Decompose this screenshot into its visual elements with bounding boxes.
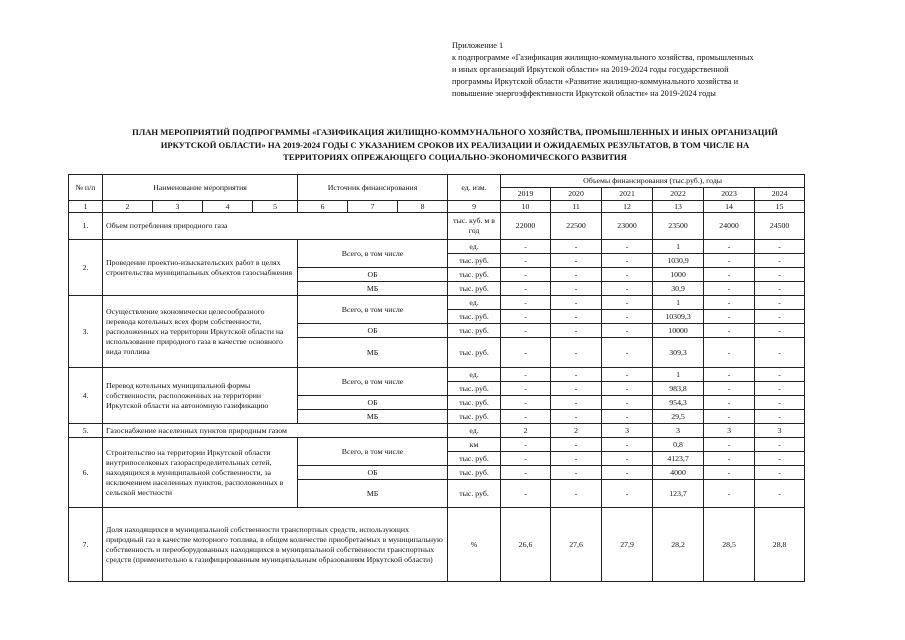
value-cell: -	[501, 466, 551, 480]
value-cell: 3	[653, 424, 704, 438]
col-number: 13	[653, 201, 704, 213]
value-cell: -	[755, 282, 805, 296]
value-cell: -	[551, 410, 602, 424]
value-cell: -	[602, 282, 653, 296]
value-cell: 3	[755, 424, 805, 438]
appendix-line: к подпрограмме «Газификация жилищно-коммунального хозяйства, промышленных	[452, 53, 754, 62]
value-cell: -	[501, 254, 551, 268]
value-cell: 26,6	[501, 508, 551, 582]
value-cell: 0,8	[653, 438, 704, 452]
value-cell: -	[755, 396, 805, 410]
value-cell: -	[602, 240, 653, 254]
unit-cell: тыс. куб. м в год	[448, 213, 501, 240]
value-cell: -	[501, 410, 551, 424]
title-line: ПЛАН МЕРОПРИЯТИЙ ПОДПРОГРАММЫ «ГАЗИФИКАЦИЯ ЖИЛИЩНО-КОММУНАЛЬНОГО ХОЗЯЙСТВА, ПРОМЫШЛЕННЫХ И ИНЫХ ОРГАНИЗАЦИЙ	[132, 127, 778, 137]
title-line: ТЕРРИТОРИЯХ ОПРЕЖАЮЩЕГО СОЦИАЛЬНО-ЭКОНОМИЧЕСКОГО РАЗВИТИЯ	[283, 152, 627, 162]
measure-name: Газоснабжение населенных пунктов природным газом	[103, 424, 448, 438]
unit-cell: %	[448, 508, 501, 582]
value-cell: -	[704, 240, 755, 254]
value-cell: -	[755, 240, 805, 254]
unit-cell: тыс. руб.	[448, 324, 501, 338]
value-cell: -	[755, 452, 805, 466]
value-cell: -	[704, 368, 755, 382]
value-cell: -	[704, 282, 755, 296]
value-cell: -	[755, 382, 805, 396]
col-number: 14	[704, 201, 755, 213]
row-number: 2.	[69, 240, 103, 296]
header-unit: ед. изм.	[448, 175, 501, 201]
year-cell: 2022	[653, 188, 704, 201]
value-cell: -	[551, 368, 602, 382]
col-number: 3	[153, 201, 203, 213]
value-cell: 1	[653, 368, 704, 382]
unit-cell: ед.	[448, 424, 501, 438]
col-number: 7	[348, 201, 398, 213]
table-row	[69, 438, 805, 452]
title-line: ИРКУТСКОЙ ОБЛАСТИ» НА 2019-2024 ГОДЫ С УКАЗАНИЕМ СРОКОВ ИХ РЕАЛИЗАЦИИ И ОЖИДАЕМЫХ РЕЗУЛЬТАТОВ, В ТОМ ЧИСЛЕ НА	[160, 139, 750, 150]
year-cell: 2019	[501, 188, 551, 201]
value-cell: -	[602, 368, 653, 382]
unit-cell: км	[448, 438, 501, 452]
document-title	[60, 126, 850, 164]
value-cell: 28,5	[704, 508, 755, 582]
col-number: 5	[253, 201, 298, 213]
source-total: Всего, в том числе	[298, 296, 448, 324]
value-cell: 4000	[653, 466, 704, 480]
value-cell: 27,6	[551, 508, 602, 582]
value-cell: -	[501, 296, 551, 310]
header-source: Источник финансирования	[298, 175, 448, 201]
table-row	[69, 424, 805, 438]
table-row	[69, 213, 805, 240]
value-cell: -	[501, 368, 551, 382]
value-cell: -	[551, 466, 602, 480]
col-number: 8	[398, 201, 448, 213]
row-number: 6.	[69, 438, 103, 508]
value-cell: -	[551, 324, 602, 338]
value-cell: -	[501, 240, 551, 254]
measure-name: Объем потребления природного газа	[103, 213, 448, 240]
value-cell: -	[755, 268, 805, 282]
value-cell: 1	[653, 296, 704, 310]
value-cell: -	[551, 438, 602, 452]
value-cell: -	[704, 382, 755, 396]
source-ob: ОБ	[298, 324, 448, 338]
year-cell: 2023	[704, 188, 755, 201]
value-cell: 954,3	[653, 396, 704, 410]
value-cell: -	[602, 452, 653, 466]
unit-cell: тыс. руб.	[448, 382, 501, 396]
unit-cell: тыс. руб.	[448, 452, 501, 466]
col-number: 2	[103, 201, 153, 213]
value-cell: -	[704, 466, 755, 480]
value-cell: 1000	[653, 268, 704, 282]
value-cell: -	[501, 382, 551, 396]
value-cell: -	[704, 480, 755, 508]
header-row	[69, 175, 805, 188]
value-cell: -	[551, 268, 602, 282]
value-cell: -	[704, 410, 755, 424]
table-row	[69, 368, 805, 382]
value-cell: -	[501, 480, 551, 508]
value-cell: 27,9	[602, 508, 653, 582]
col-number: 11	[551, 201, 602, 213]
header-num: № п/п	[69, 175, 103, 201]
value-cell: 24000	[704, 213, 755, 240]
value-cell: -	[551, 382, 602, 396]
source-mb: МБ	[298, 410, 448, 424]
unit-cell: тыс. руб.	[448, 466, 501, 480]
value-cell: -	[501, 268, 551, 282]
col-number: 9	[448, 201, 501, 213]
row-number: 1.	[69, 213, 103, 240]
value-cell: -	[755, 480, 805, 508]
value-cell: -	[755, 466, 805, 480]
value-cell: -	[755, 438, 805, 452]
unit-cell: тыс. руб.	[448, 268, 501, 282]
value-cell: -	[602, 466, 653, 480]
value-cell: 983,8	[653, 382, 704, 396]
measure-name: Проведение проектно-изыскательских работ в целях строительства муниципальных объектов газоснабжения	[103, 240, 298, 296]
row-number: 5.	[69, 424, 103, 438]
header-name: Наименование мероприятия	[103, 175, 298, 201]
value-cell: -	[501, 396, 551, 410]
value-cell: 2	[551, 424, 602, 438]
appendix-line: Приложение 1	[452, 41, 504, 50]
value-cell: 24500	[755, 213, 805, 240]
source-mb: МБ	[298, 338, 448, 368]
value-cell: 123,7	[653, 480, 704, 508]
value-cell: -	[501, 438, 551, 452]
value-cell: -	[602, 268, 653, 282]
value-cell: -	[602, 396, 653, 410]
value-cell: -	[551, 338, 602, 368]
value-cell: -	[704, 338, 755, 368]
unit-cell: тыс. руб.	[448, 310, 501, 324]
value-cell: 23000	[602, 213, 653, 240]
row-number: 7.	[69, 508, 103, 582]
value-cell: 3	[704, 424, 755, 438]
value-cell: -	[551, 480, 602, 508]
value-cell: 4123,7	[653, 452, 704, 466]
unit-cell: ед.	[448, 240, 501, 254]
value-cell: 2	[501, 424, 551, 438]
value-cell: -	[602, 310, 653, 324]
value-cell: -	[602, 338, 653, 368]
table-row	[69, 240, 805, 254]
value-cell: -	[704, 310, 755, 324]
year-cell: 2024	[755, 188, 805, 201]
header-volumes: Объемы финансирования (тыс.руб.), годы	[501, 175, 805, 188]
value-cell: -	[501, 338, 551, 368]
source-total: Всего, в том числе	[298, 368, 448, 396]
table-row	[69, 508, 805, 582]
unit-cell: тыс. руб.	[448, 338, 501, 368]
value-cell: -	[755, 296, 805, 310]
value-cell: -	[704, 254, 755, 268]
value-cell: -	[551, 240, 602, 254]
source-ob: ОБ	[298, 466, 448, 480]
value-cell: 23500	[653, 213, 704, 240]
measure-name: Осуществление экономически целесообразного перевода котельных всех форм собственности, расположенных на территории Иркутской области на использование природного газа в качестве основного вида топлива	[103, 296, 298, 368]
source-ob: ОБ	[298, 268, 448, 282]
value-cell: -	[755, 338, 805, 368]
value-cell: -	[501, 282, 551, 296]
value-cell: -	[551, 396, 602, 410]
value-cell: -	[551, 282, 602, 296]
value-cell: 1	[653, 240, 704, 254]
value-cell: 29,5	[653, 410, 704, 424]
unit-cell: тыс. руб.	[448, 254, 501, 268]
unit-cell: тыс. руб.	[448, 396, 501, 410]
value-cell: -	[501, 324, 551, 338]
value-cell: -	[551, 452, 602, 466]
value-cell: -	[602, 480, 653, 508]
value-cell: -	[755, 254, 805, 268]
row-number: 3.	[69, 296, 103, 368]
source-total: Всего, в том числе	[298, 438, 448, 466]
value-cell: -	[602, 438, 653, 452]
value-cell: 3	[602, 424, 653, 438]
source-mb: МБ	[298, 480, 448, 508]
value-cell: -	[602, 324, 653, 338]
value-cell: -	[704, 452, 755, 466]
measure-name: Доля находящихся в муниципальной собственности транспортных средств, использующих природный газ в качестве моторного топлива, в общем количестве приобретаемых в муниципальную собственность и переоборудованных находящихся в муниципальной собственности транспортных средств (применительно к газифицированным муниципальным образованиям Иркутской области)	[103, 508, 448, 582]
value-cell: -	[501, 452, 551, 466]
column-number-row	[69, 201, 805, 213]
value-cell: 22000	[501, 213, 551, 240]
col-number: 15	[755, 201, 805, 213]
value-cell: -	[755, 410, 805, 424]
source-total: Всего, в том числе	[298, 240, 448, 268]
col-number: 10	[501, 201, 551, 213]
unit-cell: ед.	[448, 368, 501, 382]
value-cell: -	[551, 254, 602, 268]
col-number: 12	[602, 201, 653, 213]
unit-cell: тыс. руб.	[448, 282, 501, 296]
value-cell: 28,2	[653, 508, 704, 582]
appendix-line: и иных организаций Иркутской области» на 2019-2024 годы государственной	[452, 65, 729, 74]
value-cell: 309,3	[653, 338, 704, 368]
measure-name: Перевод котельных муниципальной формы собственности, расположенных на территории Иркутской области на автономную газификацию	[103, 368, 298, 424]
unit-cell: тыс. руб.	[448, 480, 501, 508]
value-cell: -	[704, 268, 755, 282]
year-cell: 2021	[602, 188, 653, 201]
value-cell: 22500	[551, 213, 602, 240]
appendix-line: программы Иркутской области «Развитие жилищно-коммунального хозяйства и	[452, 77, 739, 86]
col-number: 4	[203, 201, 253, 213]
value-cell: 10000	[653, 324, 704, 338]
value-cell: -	[551, 310, 602, 324]
value-cell: -	[755, 324, 805, 338]
value-cell: 28,8	[755, 508, 805, 582]
source-mb: МБ	[298, 282, 448, 296]
value-cell: -	[551, 296, 602, 310]
appendix-line: повышение энергоэффективности Иркутской области» на 2019-2024 годы	[452, 89, 716, 98]
year-cell: 2020	[551, 188, 602, 201]
source-ob: ОБ	[298, 396, 448, 410]
col-number: 6	[298, 201, 348, 213]
value-cell: -	[755, 368, 805, 382]
value-cell: -	[755, 310, 805, 324]
row-number: 4.	[69, 368, 103, 424]
value-cell: 1030,9	[653, 254, 704, 268]
plan-table	[68, 174, 805, 582]
measure-name: Строительство на территории Иркутской области внутрипоселковых газораспределительных сетей, находящихся в муниципальной собственности, за исключением населенных пунктов, расположенных в сельской местности	[103, 438, 298, 508]
table-row	[69, 296, 805, 310]
value-cell: -	[602, 254, 653, 268]
appendix-note	[452, 40, 812, 100]
value-cell: -	[704, 438, 755, 452]
value-cell: -	[704, 396, 755, 410]
unit-cell: ед.	[448, 296, 501, 310]
value-cell: -	[704, 324, 755, 338]
value-cell: -	[602, 410, 653, 424]
value-cell: 30,9	[653, 282, 704, 296]
value-cell: -	[501, 310, 551, 324]
value-cell: 10309,3	[653, 310, 704, 324]
col-number: 1	[69, 201, 103, 213]
value-cell: -	[704, 296, 755, 310]
value-cell: -	[602, 296, 653, 310]
value-cell: -	[602, 382, 653, 396]
unit-cell: тыс. руб.	[448, 410, 501, 424]
